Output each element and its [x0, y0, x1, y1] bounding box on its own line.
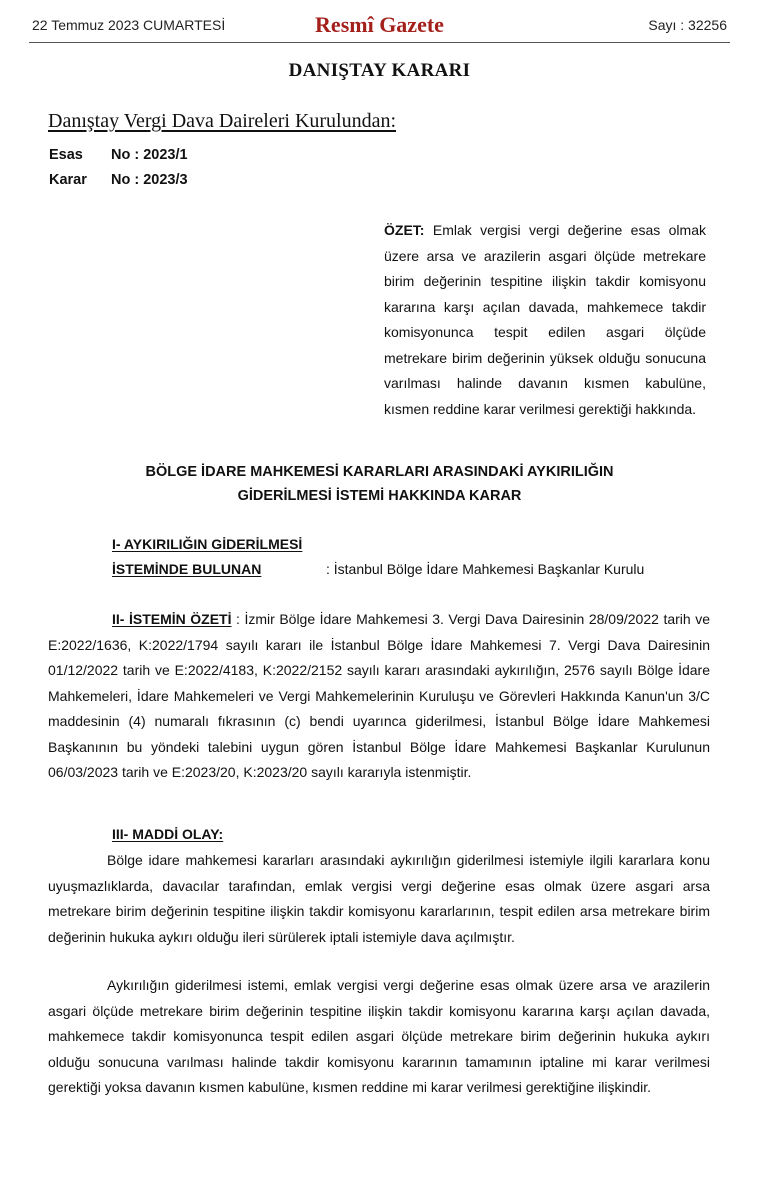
decision-heading: [0, 460, 759, 508]
section2-separator: :: [236, 611, 240, 627]
court-name: Danıştay Vergi Dava Daireleri Kurulundan:: [48, 110, 397, 132]
esas-number: [49, 147, 188, 163]
section3-paragraph-1: Bölge idare mahkemesi kararları arasındaki aykırılığın giderilmesi istemiyle ilgili kararlara konu uyuşmazlıklarda, davacılar tarafından, emlak vergisi vergi değerine esas olmak üzere asgari arsa metrekare birim değerinin tespitine ilişkin takdir komisyonu kararlarının, tespit edilen arsa metrekare birim değerinin hukuka aykırı olduğu ileri sürülerek iptali istemiyle dava açılmıştır.: [48, 852, 710, 945]
section1-label-line2: İSTEMİNDE BULUNAN: [112, 561, 262, 577]
page-header: [0, 10, 759, 40]
summary-label: ÖZET:: [384, 222, 425, 238]
karar-label: Karar: [49, 172, 87, 188]
header-date: 22 Temmuz 2023 CUMARTESİ: [32, 17, 226, 33]
karar-number: [49, 172, 188, 188]
header-divider: [29, 42, 730, 43]
esas-value: No : 2023/1: [111, 147, 188, 163]
summary-block: [384, 218, 706, 422]
esas-label: Esas: [49, 147, 83, 163]
section2-text: İzmir Bölge İdare Mahkemesi 3. Vergi Dava Dairesinin 28/09/2022 tarih ve E:2022/1636, K:2022/1794 sayılı kararı ile İstanbul Bölge İdare Mahkemesi 7. Vergi Dava Dairesinin 01/12/2022 tarih ve E:2022/4183, K:2022/2152 sayılı kararı arasındaki aykırılığın, 2576 sayılı Bölge İdare Mahkemeleri, İdare Mahkemeleri ve Vergi Mahkemelerinin Kuruluşu ve Görevleri Hakkında Kanun'un 3/C maddesinin (4) numaralı fıkrasının (c) bendi uyarınca giderilmesi, İstanbul Bölge İdare Mahkemesi Başkanının bu yöndeki talebini uygun gören İstanbul Bölge İdare Mahkemesi Başkanlar Kurulunun 06/03/2023 tarih ve E:2023/20, K:2023/20 sayılı kararıyla istenmiştir.: [48, 611, 710, 780]
decision-heading-line2: GİDERİLMESİ İSTEMİ HAKKINDA KARAR: [237, 488, 522, 504]
decision-heading-line1: BÖLGE İDARE MAHKEMESİ KARARLARI ARASINDAKİ AYKIRILIĞIN: [145, 464, 614, 480]
section3-paragraph-2: Aykırılığın giderilmesi istemi, emlak vergisi vergi değerine esas olmak üzere arsa ve arazilerin asgari ölçüde metrekare birim değerinin tespitine ilişkin takdir komisyonu kararına karşı açılan davada, mahkemece takdir komisyonunca tespit edilen asgari ölçüde metrekare birim değerinin hukuka aykırı olduğu sonucuna varılması halinde takdir komisyonu kararının tamamının iptaline mi karar verilmesi gerektiği yoksa davanın kısmen kabulüne, kısmen reddine mi karar verilmesi gerektiğine ilişkindir.: [48, 977, 710, 1095]
karar-value: No : 2023/3: [111, 172, 188, 188]
section1-value: : İstanbul Bölge İdare Mahkemesi Başkanlar Kurulu: [326, 561, 645, 577]
section2-label: II- İSTEMİN ÖZETİ: [112, 611, 232, 627]
section1-label-line1: I- AYKIRILIĞIN GİDERİLMESİ: [112, 536, 303, 552]
section1-separator: :: [326, 561, 330, 577]
page-title: DANIŞTAY KARARI: [288, 60, 471, 81]
summary-text: Emlak vergisi vergi değerine esas olmak üzere arsa ve arazilerin asgari ölçüde metrekare birim değerinin tespitine ilişkin takdir komisyonu kararına karşı açılan davada, mahkemece takdir komisyonunca tespit edilen asgari ölçüde metrekare birim değerinin yüksek olduğu sonucuna varılması halinde davanın kısmen kabulüne, kısmen reddine karar verilmesi gerektiği hakkında.: [384, 222, 706, 417]
issue-number: Sayı : 32256: [648, 17, 727, 33]
section2-block: [48, 607, 710, 786]
section3-heading: III- MADDİ OLAY:: [112, 826, 224, 842]
gazette-title: Resmî Gazete: [315, 12, 444, 37]
